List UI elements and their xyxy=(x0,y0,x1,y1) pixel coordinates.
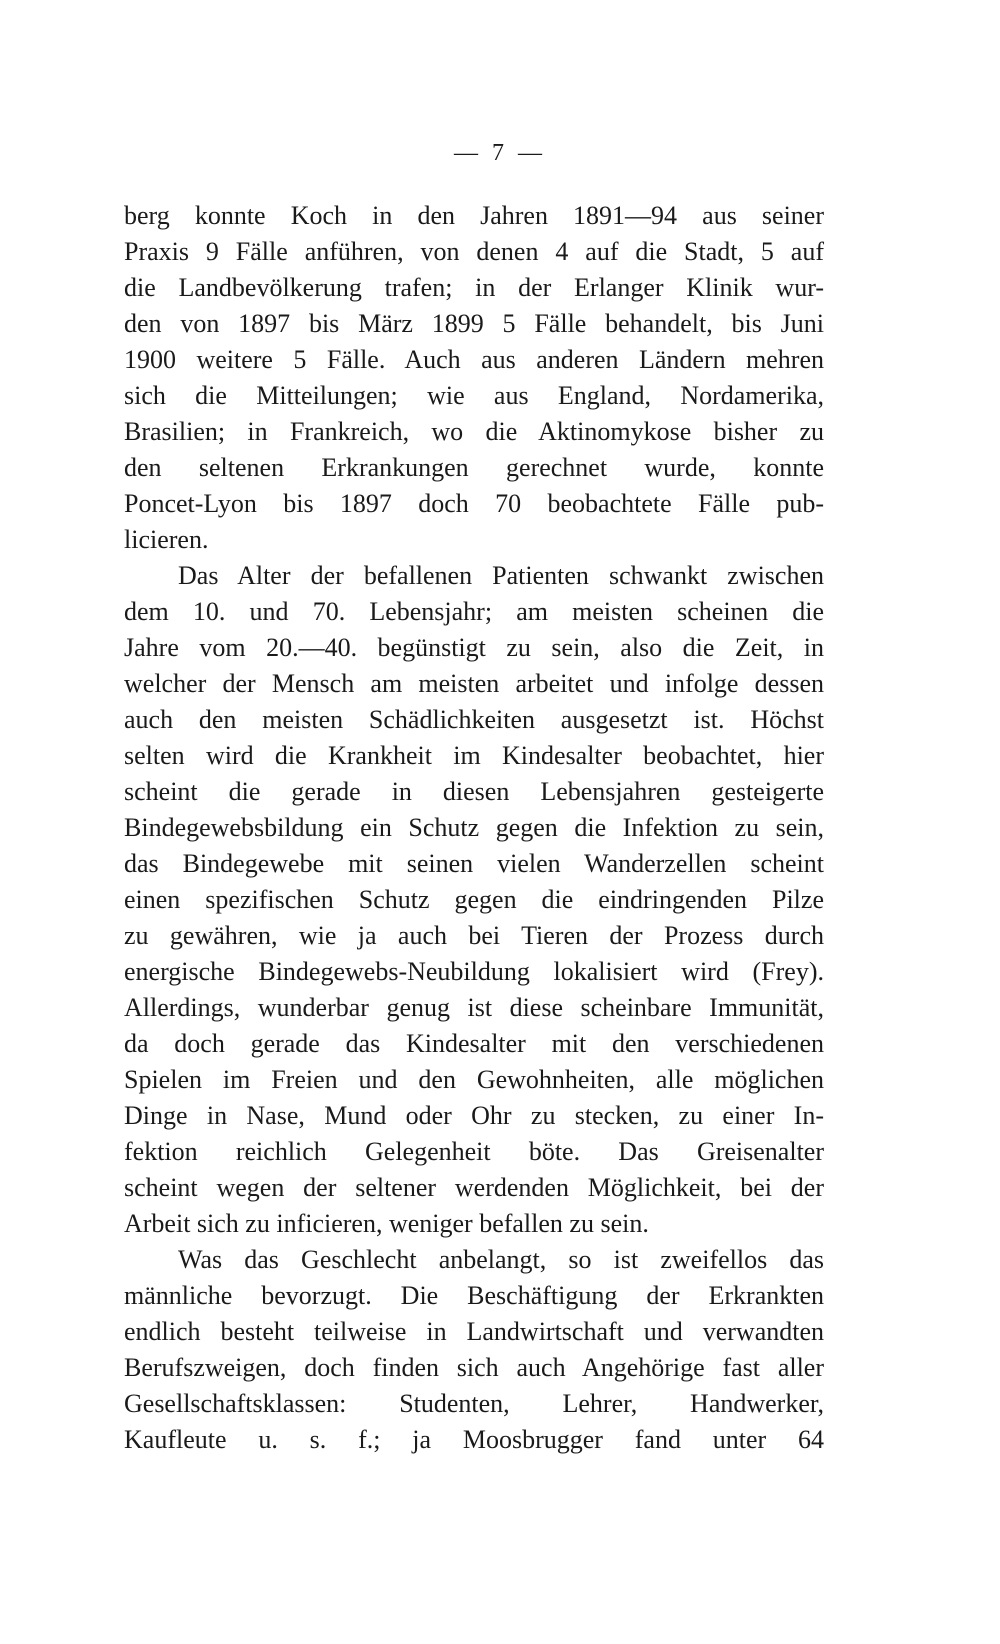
text-line: 1900 weitere 5 Fälle. Auch aus anderen Ländern mehren xyxy=(124,345,824,374)
text-line: das Bindegewebe mit seinen vielen Wanderzellen scheint xyxy=(124,849,824,878)
text-line: zu gewähren, wie ja auch bei Tieren der Prozess durch xyxy=(124,921,824,950)
paragraph xyxy=(124,1242,824,1458)
text-line: Was das Geschlecht anbelangt, so ist zweifellos das xyxy=(178,1245,824,1274)
paragraph xyxy=(124,558,824,1242)
text-line: welcher der Mensch am meisten arbeitet und infolge dessen xyxy=(124,669,824,698)
text-line: scheint wegen der seltener werdenden Möglichkeit, bei der xyxy=(124,1173,824,1202)
text-line: Jahre vom 20.—40. begünstigt zu sein, also die Zeit, in xyxy=(124,633,824,662)
text-line: energische Bindegewebs-Neubildung lokalisiert wird (Frey). xyxy=(124,957,824,986)
text-line: fektion reichlich Gelegenheit böte. Das Greisenalter xyxy=(124,1137,824,1166)
text-line: den seltenen Erkrankungen gerechnet wurde, konnte xyxy=(124,453,824,482)
text-line: auch den meisten Schädlichkeiten ausgesetzt ist. Höchst xyxy=(124,705,824,734)
text-line: den von 1897 bis März 1899 5 Fälle behandelt, bis Juni xyxy=(124,309,824,338)
text-line: Poncet-Lyon bis 1897 doch 70 beobachtete Fälle pub- xyxy=(124,489,824,518)
body-text xyxy=(124,198,824,1458)
text-line: Das Alter der befallenen Patienten schwankt zwischen xyxy=(178,561,824,590)
paragraph xyxy=(124,198,824,558)
text-line: selten wird die Krankheit im Kindesalter beobachtet, hier xyxy=(124,741,824,770)
text-line: berg konnte Koch in den Jahren 1891—94 aus seiner xyxy=(124,201,824,230)
page-number: — 7 — xyxy=(454,140,546,166)
text-line: dem 10. und 70. Lebensjahr; am meisten scheinen die xyxy=(124,597,824,626)
text-line: da doch gerade das Kindesalter mit den verschiedenen xyxy=(124,1029,824,1058)
text-line: Brasilien; in Frankreich, wo die Aktinomykose bisher zu xyxy=(124,417,824,446)
text-line: Bindegewebsbildung ein Schutz gegen die Infektion zu sein, xyxy=(124,813,824,842)
text-line: Praxis 9 Fälle anführen, von denen 4 auf die Stadt, 5 auf xyxy=(124,237,824,266)
text-line: männliche bevorzugt. Die Beschäftigung der Erkrankten xyxy=(124,1281,824,1310)
text-line: sich die Mitteilungen; wie aus England, Nordamerika, xyxy=(124,381,824,410)
text-line: licieren. xyxy=(124,525,209,554)
text-line: scheint die gerade in diesen Lebensjahren gesteigerte xyxy=(124,777,824,806)
text-line: Berufszweigen, doch finden sich auch Angehörige fast aller xyxy=(124,1353,824,1382)
text-line: einen spezifischen Schutz gegen die eindringenden Pilze xyxy=(124,885,824,914)
text-line: Gesellschaftsklassen: Studenten, Lehrer, Handwerker, xyxy=(124,1389,824,1418)
text-line: Spielen im Freien und den Gewohnheiten, alle möglichen xyxy=(124,1065,824,1094)
text-line: endlich besteht teilweise in Landwirtschaft und verwandten xyxy=(124,1317,824,1346)
text-line: Kaufleute u. s. f.; ja Moosbrugger fand unter 64 xyxy=(124,1425,824,1454)
text-line: Arbeit sich zu inficieren, weniger befallen zu sein. xyxy=(124,1209,649,1238)
text-line: die Landbevölkerung trafen; in der Erlanger Klinik wur- xyxy=(124,273,824,302)
text-line: Dinge in Nase, Mund oder Ohr zu stecken, zu einer In- xyxy=(124,1101,824,1130)
text-line: Allerdings, wunderbar genug ist diese scheinbare Immunität, xyxy=(124,993,824,1022)
